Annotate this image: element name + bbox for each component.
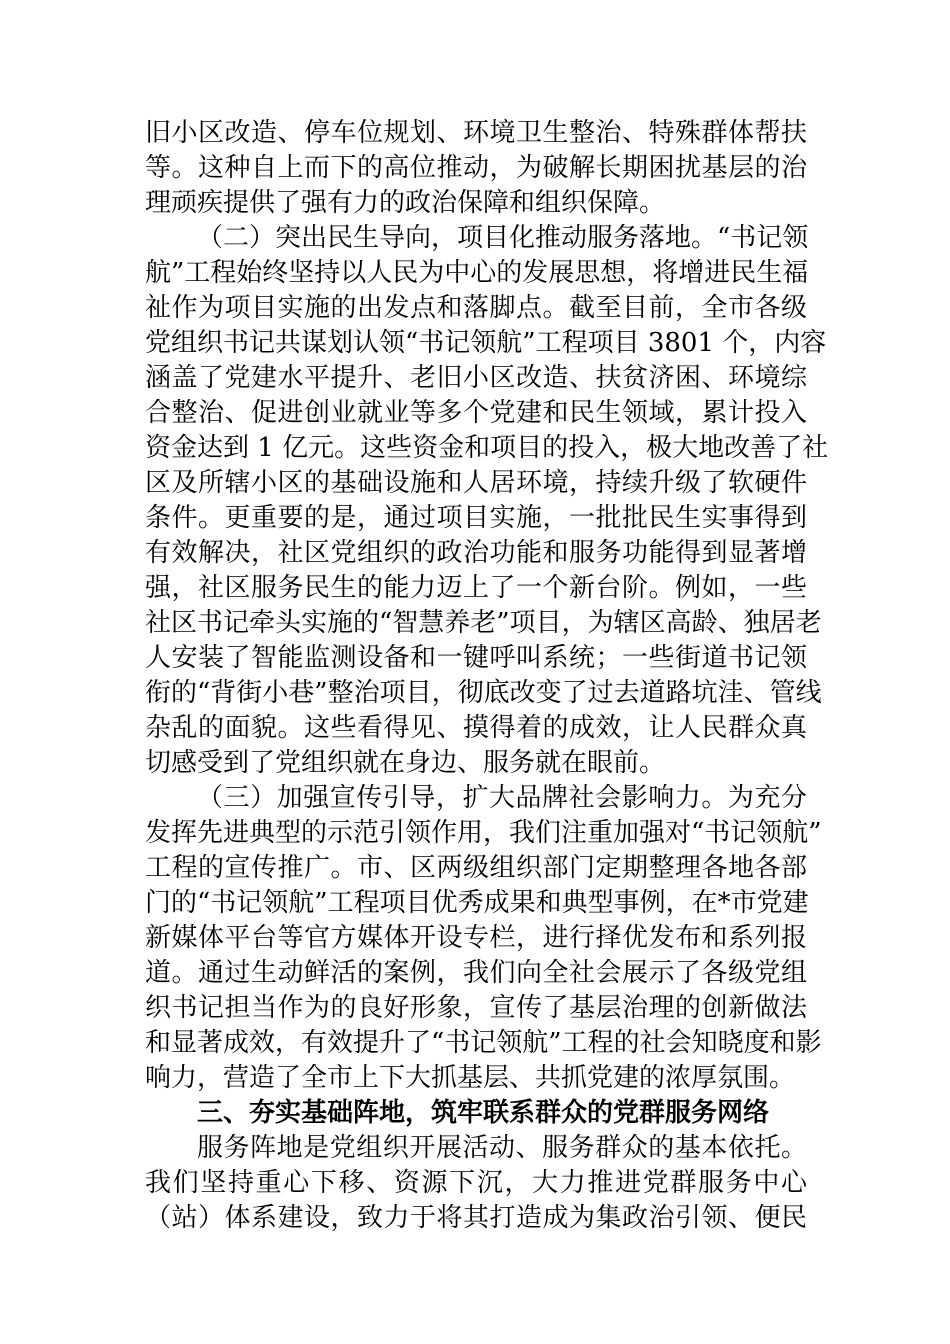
text-line: 条件。更重要的是，通过项目实施，一批批民生实事得到 [145, 503, 807, 533]
text-line: 强，社区服务民生的能力迈上了一个新台阶。例如，一些 [145, 573, 807, 603]
text-line: （三）加强宣传引导，扩大品牌社会影响力。为充分 [197, 783, 807, 813]
text-line: 工程的宣传推广。市、区两级组织部门定期整理各地各部 [145, 853, 807, 883]
text-line: 航”工程始终坚持以人民为中心的发展思想，将增进民生福 [145, 258, 809, 288]
text-line: 区及所辖小区的基础设施和人居环境，持续升级了软硬件 [145, 468, 807, 498]
text-line: 党组织书记共谋划认领“书记领航”工程项目 3801 个，内容 [145, 328, 827, 358]
text-line: 切感受到了党组织就在身边、服务就在眼前。 [145, 748, 666, 778]
text-line: 门的“书记领航”工程项目优秀成果和典型事例，在*市党建 [145, 888, 809, 918]
text-line: 发挥先进典型的示范引领作用，我们注重加强对“书记领航” [145, 818, 822, 848]
text-line: 涵盖了党建水平提升、老旧小区改造、扶贫济困、环境综 [145, 363, 807, 393]
text-line: 衔的“背街小巷”整治项目，彻底改变了过去道路坑洼、管线 [145, 678, 822, 708]
text-line: 服务阵地是党组织开展活动、服务群众的基本依托。 [197, 1133, 807, 1163]
text-line: 人安装了智能监测设备和一键呼叫系统；一些街道书记领 [145, 643, 807, 673]
text-line: 旧小区改造、停车位规划、环境卫生整治、特殊群体帮扶 [145, 118, 807, 148]
text-line: 社区书记牵头实施的“智慧养老”项目，为辖区高龄、独居老 [145, 608, 822, 638]
text-line: 理顽疾提供了强有力的政治保障和组织保障。 [145, 188, 666, 218]
section-heading: 三、夯实基础阵地，筑牢联系群众的党群服务网络 [197, 1098, 770, 1128]
text-line: （站）体系建设，致力于将其打造成为集政治引领、便民 [145, 1203, 807, 1233]
text-line: 响力，营造了全市上下大抓基层、共抓党建的浓厚氛围。 [145, 1063, 796, 1093]
text-line: 资金达到 1 亿元。这些资金和项目的投入，极大地改善了社 [145, 433, 829, 463]
text-line: 等。这种自上而下的高位推动，为破解长期困扰基层的治 [145, 153, 807, 183]
text-line: 新媒体平台等官方媒体开设专栏，进行择优发布和系列报 [145, 923, 807, 953]
text-line: 我们坚持重心下移、资源下沉，大力推进党群服务中心 [145, 1168, 807, 1198]
text-line: 和显著成效，有效提升了“书记领航”工程的社会知晓度和影 [145, 1028, 822, 1058]
text-line: （二）突出民生导向，项目化推动服务落地。“书记领 [197, 223, 809, 253]
text-line: 杂乱的面貌。这些看得见、摸得着的成效，让人民群众真 [145, 713, 807, 743]
text-line: 织书记担当作为的良好形象，宣传了基层治理的创新做法 [145, 993, 807, 1023]
text-line: 道。通过生动鲜活的案例，我们向全社会展示了各级党组 [145, 958, 807, 988]
text-line: 合整治、促进创业就业等多个党建和民生领域，累计投入 [145, 398, 807, 428]
text-line: 有效解决，社区党组织的政治功能和服务功能得到显著增 [145, 538, 807, 568]
text-line: 祉作为项目实施的出发点和落脚点。截至目前，全市各级 [145, 293, 807, 323]
